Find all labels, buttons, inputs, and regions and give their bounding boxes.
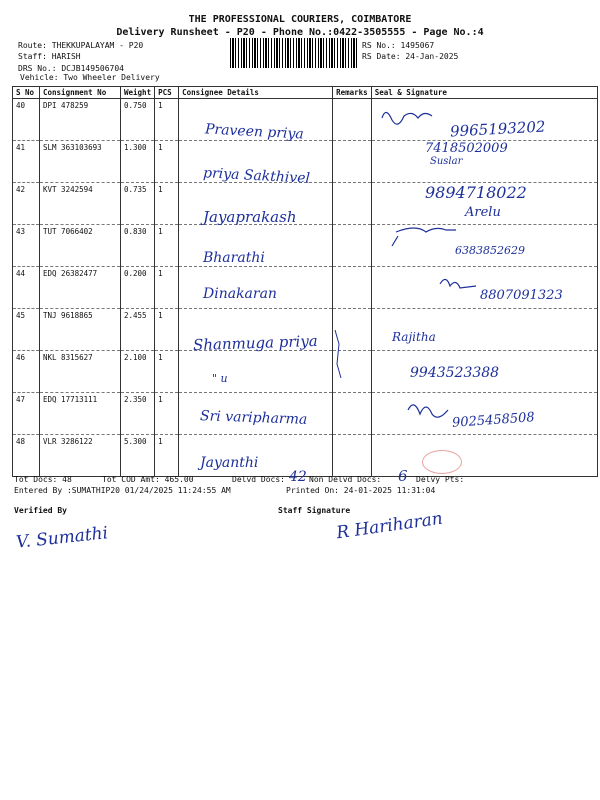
weight-cell: 2.100 [121, 351, 155, 393]
runsheet-subtitle: Delivery Runsheet - P20 - Phone No.:0422-3505555 - Page No.:4 [116, 27, 484, 38]
handwritten-phone: 9894718022 [425, 183, 527, 202]
consignment-cell: SLM 363103693 [40, 141, 121, 183]
drs-number: DRS No.: DCJB149506704 [18, 64, 124, 73]
consignment-cell: TUT 7066402 [40, 225, 121, 267]
handwritten-phone: 7418502009 [425, 141, 508, 156]
pcs-cell: 1 [155, 225, 179, 267]
weight-cell: 0.750 [121, 99, 155, 141]
staff: Staff: HARISH [18, 52, 81, 61]
verifier-signature: V. Sumathi [15, 523, 109, 553]
delvd-docs-label: Delvd Docs: [232, 475, 285, 484]
pcs-cell: 1 [155, 309, 179, 351]
weight-cell: 1.300 [121, 141, 155, 183]
staff-signature-label: Staff Signature [278, 506, 351, 515]
sno-cell: 44 [13, 267, 40, 309]
handwritten-consignee: Dinakaran [203, 286, 277, 302]
printed-on: Printed On: 24-01-2025 11:31:04 [286, 486, 436, 495]
company-title: THE PROFESSIONAL COURIERS, COIMBATORE [188, 14, 412, 25]
sno-cell: 46 [13, 351, 40, 393]
handwritten-signature: Suslar [430, 156, 463, 167]
weight-cell: 0.735 [121, 183, 155, 225]
col-header-consignment: Consignment No [40, 87, 121, 99]
col-header-weight: Weight [121, 87, 155, 99]
handwritten-consignee: Jayanthi [200, 455, 259, 471]
consignment-cell: NKL 8315627 [40, 351, 121, 393]
pcs-cell: 1 [155, 435, 179, 477]
handwritten-signature: Rajitha [392, 330, 436, 344]
pcs-cell: 1 [155, 99, 179, 141]
sno-cell: 48 [13, 435, 40, 477]
handwritten-signature: Arelu [465, 205, 501, 220]
non-delvd-docs-count: 6 [398, 467, 408, 485]
rs-number: RS No.: 1495067 [362, 41, 435, 50]
col-header-signature: Seal & Signature [371, 87, 597, 99]
red-stamp-mark [422, 450, 462, 474]
handwritten-phone: 8807091323 [480, 288, 563, 303]
col-header-sno: S No [13, 87, 40, 99]
pcs-cell: 1 [155, 183, 179, 225]
sno-cell: 42 [13, 183, 40, 225]
handwritten-phone: 9965193202 [449, 117, 546, 141]
consignment-cell: EDQ 17713111 [40, 393, 121, 435]
total-docs: Tot Docs: 48 [14, 475, 72, 484]
handwritten-phone: 9025458508 [451, 410, 536, 431]
weight-cell: 2.455 [121, 309, 155, 351]
consignment-cell: TNJ 9618865 [40, 309, 121, 351]
col-header-remarks: Remarks [333, 87, 372, 99]
consignment-cell: KVT 3242594 [40, 183, 121, 225]
consignment-cell: DPI 478259 [40, 99, 121, 141]
delvy-pts-label: Delvy Pts: [416, 475, 465, 484]
staff-signature: R Hariharan [335, 508, 444, 544]
handwritten-consignee: Shanmuga priya [192, 331, 319, 355]
weight-cell: 2.350 [121, 393, 155, 435]
handwritten-consignee: Sri varipharma [199, 408, 308, 428]
sno-cell: 47 [13, 393, 40, 435]
entered-by: Entered By :SUMATHIP20 01/24/2025 11:24:55 AM [14, 486, 231, 495]
delvd-docs-count: 42 [289, 469, 307, 485]
non-delvd-docs-label: Non Delvd Docs: [309, 475, 382, 484]
sno-cell: 41 [13, 141, 40, 183]
route: Route: THEKKUPALAYAM - P20 [18, 41, 144, 50]
rs-date: RS Date: 24-Jan-2025 [362, 52, 459, 61]
sno-cell: 43 [13, 225, 40, 267]
total-cod: Tot COD Amt: 465.00 [102, 475, 194, 484]
col-header-pcs: PCS [155, 87, 179, 99]
weight-cell: 0.200 [121, 267, 155, 309]
handwritten-phone: 9943523388 [410, 365, 500, 381]
weight-cell: 0.830 [121, 225, 155, 267]
pcs-cell: 1 [155, 393, 179, 435]
pcs-cell: 1 [155, 141, 179, 183]
vehicle: Vehicle: Two Wheeler Delivery [20, 73, 160, 82]
consignment-cell: VLR 3286122 [40, 435, 121, 477]
consignment-cell: EDQ 26382477 [40, 267, 121, 309]
sno-cell: 40 [13, 99, 40, 141]
pcs-cell: 1 [155, 351, 179, 393]
handwritten-consignee: Jayaprakash [203, 208, 297, 226]
handwritten-ditto: " u [212, 372, 228, 385]
handwritten-consignee: priya Sakthivel [202, 165, 311, 187]
sno-cell: 45 [13, 309, 40, 351]
col-header-consignee: Consignee Details [179, 87, 333, 99]
handwritten-phone: 6383852629 [455, 244, 525, 257]
handwritten-consignee: Praveen priya [204, 121, 305, 143]
weight-cell: 5.300 [121, 435, 155, 477]
handwritten-consignee: Bharathi [203, 250, 265, 266]
pcs-cell: 1 [155, 267, 179, 309]
verified-by-label: Verified By [14, 506, 67, 515]
